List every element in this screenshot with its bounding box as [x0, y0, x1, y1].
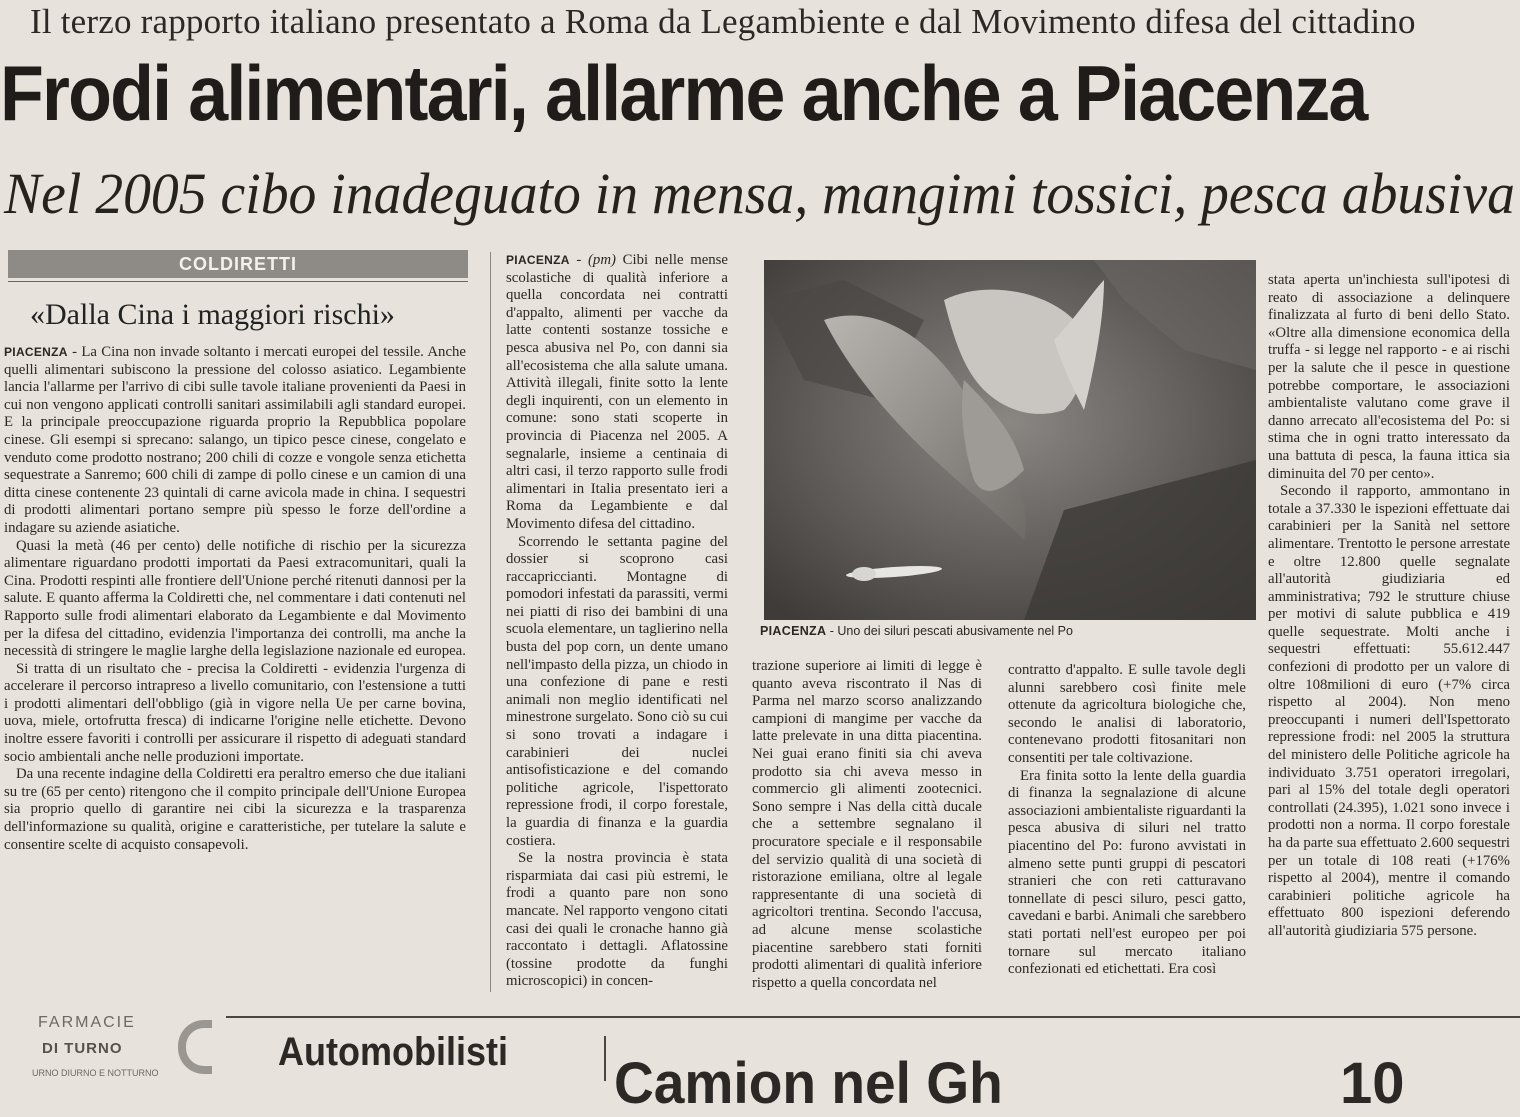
sidebar-paragraph: Da una recente indagine della Coldiretti era peraltro emerso che due italiani su tre (65 per cento) ritengono che il compito principale dell'Unione Europea sia proprio quello di garantire nei cibi la sicurezza e la trasparenza dell'informazione su qualità, origine e caratteristiche, per tutelare la salute e consentire scelte di acquisto consapevoli. [4, 766, 466, 853]
main-paragraph: Se la nostra provincia è stata risparmiata dai casi più estremi, le frodi a quanto pare non sono mancate. Nel rapporto vengono citati casi dei quali le cronache hanno già raccontato i dettagli. Aflatossine (tossine prodotte da funghi microscopici) in concen- [506, 850, 728, 990]
main-paragraph: PIACENZA - (pm) Cibi nelle mense scolastiche di qualità inferiore a quella concordata nei contratti d'appalto, alimenti per vacche da latte contenti sostanze tossiche e pesca abusiva nel Po, con danni sia all'ecosistema che alla salute umana. Attività illegali, finite sotto la lente degli inquirenti, con un elemento in comune: sono stati scoperte in provincia di Piacenza nel 2005. A segnalarle, insieme a centinaia di altri casi, il terzo rapporto sulle frodi alimentari in Italia presentato ieri a Roma da Legambiente e dal Movimento difesa del cittadino. [506, 252, 728, 532]
next-headline-automobilisti: Automobilisti [278, 1030, 508, 1074]
main-paragraph: Scorrendo le settanta pagine del dossier si scoprono casi raccapriccianti. Montagne di pomodori infestati da parassiti, vermi nei piatti di riso dei bambini di una scuola elementare, un taglierino nella busta del pop corn, un dente umano nell'impasto della pizza, un chiodo in una confezione di pane e resti animali non meglio identificati nel minestrone surgelato. Sono ciò su cui si sono trovati a indagare i carabinieri dei nuclei antisofisticazione e del comando politiche agricole, l'ispettorato repressione frodi, il corpo forestale, la guardia di finanza e la guardia costiera. [506, 533, 728, 849]
main-paragraph: contratto d'appalto. E sulle tavole degli alunni sarebbero così finite mele ottenute da agricoltura biologiche che, secondo le analisi di laboratorio, contenevano prodotti fitosanitari non consentiti per tale coltivazione. [1008, 662, 1246, 766]
sidebar-dateline: PIACENZA [4, 345, 68, 359]
photo-caption-place: PIACENZA [760, 624, 827, 638]
next-headline-camion: Camion nel Gh [614, 1051, 1003, 1116]
sidebar-title: «Dalla Cina i maggiori rischi» [30, 298, 395, 331]
main-column-2 [752, 658, 982, 1020]
sidebar-body [4, 344, 466, 986]
fish-photo-illustration [764, 260, 1256, 620]
article-subheadline: Nel 2005 cibo inadeguato in mensa, mangimi tossici, pesca abusiva [4, 161, 1515, 226]
photo-siluro [764, 260, 1256, 620]
sidebar-paragraph: PIACENZA - La Cina non invade soltanto i mercati europei del tessile. Anche quelli alimentari subiscono la pressione del colosso asiatico. Legambiente lancia l'allarme per l'arrivo di cibi sulle tavole italiane provenienti da Paesi in cui non vengono applicati controlli sanitari assimilabili agli standard europei. E la principale preoccupazione riguarda proprio la Repubblica popolare cinese. Gli esempi si sprecano: salango, un tipico pesce cinese, congelato e venduto come prodotto nostrano; 200 chili di cozze e vongole senza etichetta sequestrate a Sanremo; 600 chili di zampe di pollo cinese e un camion di una ditta cinese contenente 23 quintali di carne avicola made in china. I sequestri di prodotti alimentari portano sempre più spesso le forze dell'ordine a indagare su aziende asiatiche. [4, 344, 466, 536]
main-column-1 [506, 252, 728, 1010]
bracket-ornament [178, 1020, 212, 1074]
photo-caption: PIACENZA - Uno dei siluri pescati abusivamente nel Po [760, 624, 1073, 638]
sidebar-paragraph: Si tratta di un risultato che - precisa la Coldiretti - evidenzia l'urgenza di accelerare il percorso intrapreso a livello comunitario, con l'estensione a tutti i prodotti alimentari dell'obbligo (già in vigore nella Ue per carne bovina, uova, miele, ortofrutta fresca) di indicarne l'origine nelle etichette. Devono inoltre essere favoriti i controlli per assicurare il rispetto di adeguati standard socio ambientali anche nelle produzioni importate. [4, 660, 466, 765]
orari-label: URNO DIURNO E NOTTURNO [32, 1068, 159, 1078]
sidebar-section-label: COLDIRETTI [8, 250, 468, 278]
article-kicker: Il terzo rapporto italiano presentato a Roma da Legambiente e dal Movimento difesa del cittadino [30, 2, 1416, 41]
main-column-4 [1268, 272, 1510, 1032]
column-rule [490, 252, 491, 992]
di-turno-label: DI TURNO [42, 1040, 123, 1057]
main-paragraph: trazione superiore ai limiti di legge è quanto aveva riscontrato il Nas di Parma nel marzo scorso analizzando campioni di mangime per vacche da latte prelevate in una ditta piacentina. Nei guai erano finiti sia chi aveva prodotto sia chi aveva messo in commercio gli alimenti zootecnici. Sono sempre i Nas della città ducale che a settembre segnalano il procuratore speciale e il responsabile del servizio qualità di una società di ristorazione emiliana, oltre al legale rappresentante di una società di agricoltori trentina. Secondo l'accusa, ad alcune mense scolastiche piacentine sarebbero stati forniti prodotti alimentari di qualità inferiore rispetto a quella concordata nel [752, 658, 982, 991]
main-paragraph: Era finita sotto la lente della guardia di finanza la segnalazione di alcune associazioni ambientaliste riguardanti la pesca abusiva di siluri nel tratto piacentino del Po: furono avvistati in almeno sette punti gruppi di pescatori stranieri che con reti catturavano tonnellate di pesci siluro, pesci gatto, cavedani e barbi. Animali che sarebbero stati portati nell'est europeo per poi tornare sul mercato italiano confezionati ed etichettati. Era così [1008, 767, 1246, 978]
main-dateline: PIACENZA [506, 253, 570, 267]
sidebar-paragraph: Quasi la metà (46 per cento) delle notifiche di rischio per la sicurezza alimentare riguardano prodotti importati da Paesi extracomunitari, quali la Cina. Prodotti respinti alle frontiere dell'Unione perché ritenuti dannosi per la salute. E quanto afferma la Coldiretti che, nel commentare i dati contenuti nel Rapporto sulle frodi alimentari elaborato da Legambiente e dal Movimento per la difesa del cittadino, evidenzia l'importanza dei controlli, ma anche la necessità di stringere le maglie larghe della legislazione nazionale ed europea. [4, 537, 466, 660]
sidebar-rule [8, 281, 468, 282]
main-paragraph: stata aperta un'inchiesta sull'ipotesi di reato di associazione a delinquere finalizzata al furto di beni dello Stato. «Oltre alla dimensione economica della truffa - si legge nel rapporto - e ai rischi per la salute che il pesce in questione potrebbe comportare, le associazioni ambientaliste valutano come grave il danno arrecato all'ecosistema del Po: si stima che in ogni tratto interessato da una battuta di pesca, la fauna ittica sia diminuita del 70 per cento». [1268, 272, 1510, 482]
main-paragraph: Secondo il rapporto, ammontano in totale a 37.330 le ispezioni effettuate dai carabinieri per la Sanità nel settore alimentare. Trentotto le persone arrestate e oltre 12.800 quelle segnalate all'autorità giudiziaria ed amministrativa; 792 le strutture chiuse per motivi di salute pubblica e 419 quelle sequestrate. Molti anche i sequestri effettuati: 55.612.447 confezioni di prodotto per un valore di oltre 108milioni di euro (+7% circa rispetto al 2004). Non meno preoccupanti i numeri dell'Ispettorato repressione frodi: nel 2005 la struttura del ministero delle Politiche agricole ha individuato 3.751 operatori irregolari, pari al 15% del totale degli operatori controllati (24.395), 1.021 sono invece i prodotti non a norma. Il corpo forestale ha da parte sua effettuato 2.600 sequestri per un totale di 108 reati (+176% rispetto al 2004), mentre il comando carabinieri politiche agricole ha effettuato 800 ispezioni deferendo all'autorità giudiziaria 575 persone. [1268, 483, 1510, 939]
farmacie-label: FARMACIE [38, 1014, 136, 1031]
main-column-3 [1008, 662, 1246, 1022]
main-byline: - (pm) [569, 252, 616, 268]
article-headline: Frodi alimentari, allarme anche a Piacenza [0, 49, 1367, 137]
next-headline-number: 10 [1340, 1051, 1405, 1116]
footer-rule [226, 1016, 1520, 1018]
footer-separator [604, 1036, 606, 1081]
